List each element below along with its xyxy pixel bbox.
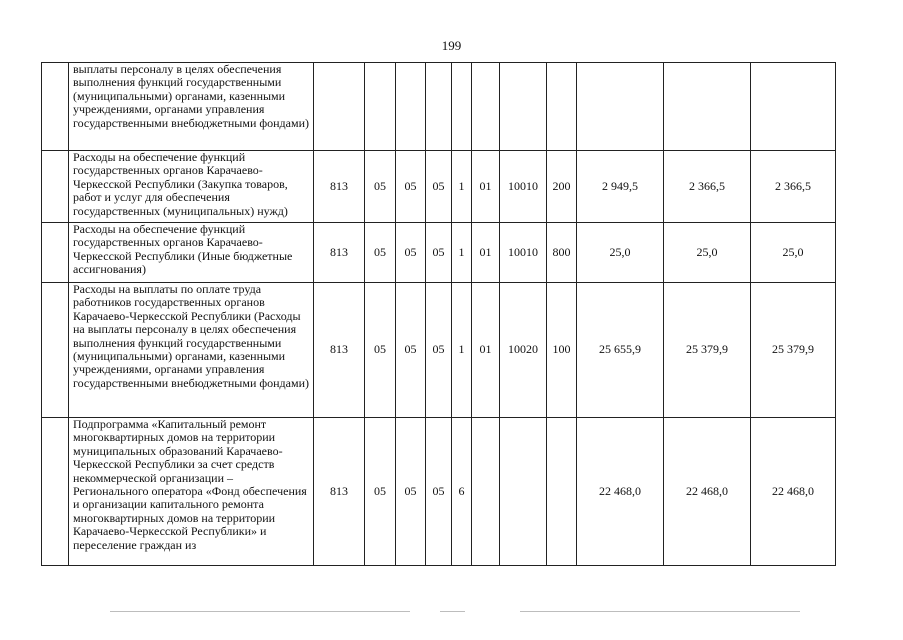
subsection-code-cell: 05 <box>396 151 426 223</box>
row-number-cell <box>42 223 69 283</box>
amount-year3-cell: 22 468,0 <box>751 418 836 566</box>
amount-year1-cell: 25,0 <box>577 223 664 283</box>
section-code-cell: 05 <box>365 283 396 418</box>
row-number-cell <box>42 151 69 223</box>
scan-artifact-line <box>440 611 465 612</box>
table-row <box>42 151 836 223</box>
row-description: Расходы на обеспечение функций государственных органов Карачаево-Черкесской Республики (Закупка товаров, работ и услуг для обеспечения государственных (муниципальных) нужд) <box>69 151 314 223</box>
budget-table <box>41 62 836 566</box>
amount-year2-cell: 22 468,0 <box>664 418 751 566</box>
row-description: Расходы на обеспечение функций государственных органов Карачаево-Черкесской Республики (Иные бюджетные ассигнования) <box>69 223 314 283</box>
direction-code-cell: 10020 <box>500 283 547 418</box>
subsection-code-cell <box>396 63 426 151</box>
program-code-cell: 05 <box>426 151 452 223</box>
amount-year1-cell: 2 949,5 <box>577 151 664 223</box>
program-code-cell: 05 <box>426 418 452 566</box>
row-number-cell <box>42 418 69 566</box>
amount-year1-cell: 22 468,0 <box>577 418 664 566</box>
row-description: Подпрограмма «Капитальный ремонт многоквартирных домов на территории муниципальных образований Карачаево-Черкесской Республики за счет средств некоммерческой организации – Регионального оператора «Фонд обеспечения и организации капитального ремонта многоквартирных домов на территории Карачаево-Черкесской Республики» и переселение граждан из <box>69 418 314 566</box>
ministry-code-cell: 813 <box>314 223 365 283</box>
section-code-cell: 05 <box>365 418 396 566</box>
direction-code-cell: 10010 <box>500 223 547 283</box>
row-description: выплаты персоналу в целях обеспечения выполнения функций государственными (муниципальными) органами, казенными учреждениями, органами управления государственными внебюджетными фондами) <box>69 63 314 151</box>
ministry-code-cell: 813 <box>314 418 365 566</box>
amount-year3-cell: 2 366,5 <box>751 151 836 223</box>
amount-year1-cell <box>577 63 664 151</box>
expense-type-cell: 200 <box>547 151 577 223</box>
ministry-code-cell <box>314 63 365 151</box>
program-code-cell: 05 <box>426 283 452 418</box>
row-number-cell <box>42 283 69 418</box>
section-code-cell: 05 <box>365 151 396 223</box>
event-code-cell: 01 <box>472 151 500 223</box>
row-number-cell <box>42 63 69 151</box>
program-code-cell <box>426 63 452 151</box>
amount-year3-cell: 25,0 <box>751 223 836 283</box>
expense-type-cell <box>547 63 577 151</box>
event-code-cell: 01 <box>472 223 500 283</box>
amount-year2-cell: 2 366,5 <box>664 151 751 223</box>
section-code-cell: 05 <box>365 223 396 283</box>
amount-year2-cell: 25 379,9 <box>664 283 751 418</box>
subprogram-code-cell: 1 <box>452 283 472 418</box>
section-code-cell <box>365 63 396 151</box>
amount-year2-cell: 25,0 <box>664 223 751 283</box>
table-row <box>42 283 836 418</box>
event-code-cell <box>472 418 500 566</box>
amount-year3-cell <box>751 63 836 151</box>
subsection-code-cell: 05 <box>396 223 426 283</box>
expense-type-cell: 800 <box>547 223 577 283</box>
event-code-cell: 01 <box>472 283 500 418</box>
row-description: Расходы на выплаты по оплате труда работников государственных органов Карачаево-Черкесской Республики (Расходы на выплаты персоналу в целях обеспечения выполнения функций государственными (муниципальными) органами, казенными учреждениями, органами управления государственными внебюджетными фондами) <box>69 283 314 418</box>
scan-artifact-line <box>110 611 410 612</box>
event-code-cell <box>472 63 500 151</box>
scan-artifact-line <box>520 611 800 612</box>
subsection-code-cell: 05 <box>396 283 426 418</box>
subsection-code-cell: 05 <box>396 418 426 566</box>
expense-type-cell <box>547 418 577 566</box>
program-code-cell: 05 <box>426 223 452 283</box>
expense-type-cell: 100 <box>547 283 577 418</box>
amount-year3-cell: 25 379,9 <box>751 283 836 418</box>
subprogram-code-cell: 1 <box>452 151 472 223</box>
table-row <box>42 63 836 151</box>
ministry-code-cell: 813 <box>314 283 365 418</box>
subprogram-code-cell <box>452 63 472 151</box>
amount-year2-cell <box>664 63 751 151</box>
subprogram-code-cell: 1 <box>452 223 472 283</box>
table-row <box>42 223 836 283</box>
direction-code-cell: 10010 <box>500 151 547 223</box>
table-row <box>42 418 836 566</box>
page-number: 199 <box>441 38 462 53</box>
direction-code-cell <box>500 418 547 566</box>
subprogram-code-cell: 6 <box>452 418 472 566</box>
direction-code-cell <box>500 63 547 151</box>
ministry-code-cell: 813 <box>314 151 365 223</box>
amount-year1-cell: 25 655,9 <box>577 283 664 418</box>
